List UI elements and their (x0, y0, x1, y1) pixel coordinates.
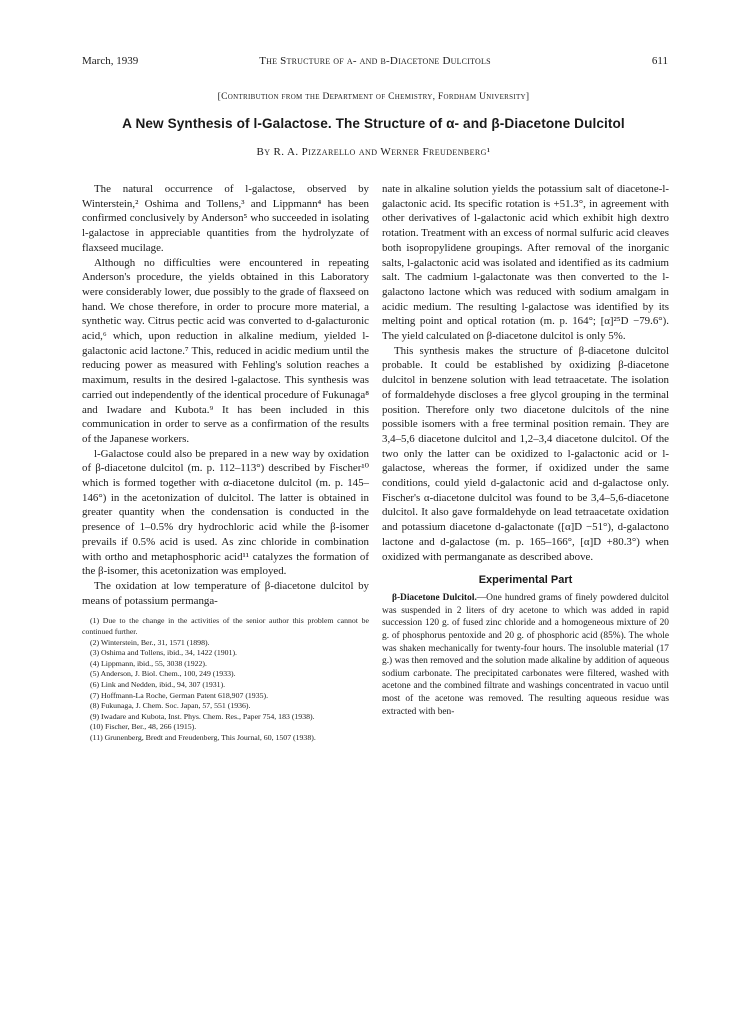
header-running-title: The Structure of α- and β-Diacetone Dulcitols (259, 55, 491, 67)
section-heading: Experimental Part (478, 574, 573, 587)
body-paragraph: The oxidation at low temperature of β-diacetone dulcitol by means of potassium permanga- (82, 579, 369, 607)
article-title: A New Synthesis of l-Galactose. The Structure of α- and β-Diacetone Dulcitol (122, 116, 625, 131)
header-date: March, 1939 (82, 55, 139, 67)
body-paragraph: Although no difficulties were encountered in repeating Anderson's procedure, the yields obtained in this Laboratory were considerably lower, due possibly to the grade of flaxseed on hand. We chose therefore, in order to procure more material, a synthetic way. Citrus pectic acid was converted to d-galacturonic acid,⁶ which, upon reduction in alkaline medium, yielded l-galactonic acid lactone.⁷ This, reduced in acidic medium until the reducing power as measured with Fehling's solution reaches a maximum, results in the desired l-galactose. This synthesis was carried out independently of the identical procedure of Fukunaga⁸ and Iwadare and Kubota.⁹ It has been included in this communication in order to serve as a confirmation of the results of the Japanese workers. (82, 256, 369, 445)
author-byline: By R. A. Pizzarello and Werner Freudenberg¹ (256, 146, 491, 158)
body-paragraph: The natural occurrence of l-galactose, observed by Winterstein,² Oshima and Tollens,³ and Lippmann⁴ has been confirmed conclusively by Anderson⁵ who succeeded in isolating l-galactose in appreciable quantities from the hydrolyzate of flaxseed mucilage. (82, 183, 369, 254)
footnote: (9) Iwadare and Kubota, Inst. Phys. Chem. Res., Paper 754, 183 (1938). (90, 711, 315, 721)
footnote: (7) Hoffmann-La Roche, German Patent 618,907 (1935). (90, 690, 269, 700)
footnote: (6) Link and Nedden, ibid., 94, 307 (1931). (90, 679, 226, 689)
footnote: (10) Fischer, Ber., 48, 266 (1915). (90, 722, 197, 732)
left-column (82, 182, 369, 744)
body-paragraph: l-Galactose could also be prepared in a new way by oxidation of β-diacetone dulcitol (m. p. 112–113°) described by Fischer¹⁰ which is formed together with α-diacetone dulcitol (m. p. 145–146°) in the acetonization of dulcitol. The latter is obtained in greater quantity when the condensation is conducted in the presence of 1–0.5% dry hydrochloric acid while the β-isomer prevails if 0.5% acid is used. As zinc chloride in combination with ortho and metaphosphoric acid¹¹ catalyzes the formation of the β-isomer, this acetonization was employed. (82, 447, 369, 578)
footnote: (8) Fukunaga, J. Chem. Soc. Japan, 57, 551 (1936). (90, 701, 251, 711)
footnote: (5) Anderson, J. Biol. Chem., 100, 249 (1933). (90, 669, 236, 679)
footnotes (82, 616, 369, 743)
footnote: (3) Oshima and Tollens, ibid., 34, 1422 (1901). (90, 648, 238, 658)
experimental-paragraph (382, 592, 669, 718)
running-header (82, 53, 668, 69)
experimental-lead: β-Diacetone Dulcitol. (392, 593, 477, 604)
contribution-line: [Contribution from the Department of Chemistry, Fordham University] (217, 92, 530, 102)
header-page-number: 611 (651, 55, 668, 67)
experimental-text: —One hundred grams of finely powdered dulcitol was suspended in 2 liters of dry acetone to which was added in rapid succession 120 g. of fused zinc chloride and a homogeneous mixture of 20 g. of phosphorus pentoxide and 20 g. of phosphoric acid (85%). The whole was shaken mechanically for twenty-four hours. The insoluble material (17 g.) was then removed and the solution made alkaline by addition of aqueous sodium carbonate. The precipitated carbonates were filtered, washed with acetone and the combined filtrate and washings concentrated in vacuo until most of the acetone was removed. The resulting aqueous residue was extracted with ben- (382, 593, 669, 717)
footnote: (4) Lippmann, ibid., 55, 3038 (1922). (90, 658, 207, 668)
footnote: (11) Grunenberg, Bredt and Freudenberg, This Journal, 60, 1507 (1938). (90, 732, 316, 742)
footnote: (1) Due to the change in the activities of the senior author this problem cannot be continued further. (82, 616, 369, 636)
right-column (382, 182, 669, 718)
body-paragraph: This synthesis makes the structure of β-diacetone dulcitol probable. It could be established by oxidizing β-diacetone dulcitol in benzene solution with lead tetraacetate. The isolation of formaldehyde discloses a free glycol grouping in the terminal position. Therefore only two diacetone dulcitols of the nine possible isomers with a free terminal position remain. They are 3,4–5,6 diacetone dulcitol and 1,2–3,4 diacetone dulcitol. Of the two only the latter can be oxidized to l-galactonic acid or l-galactose, whereas the former, if oxidized under the same conditions, could yield d-galactonic acid and d-galactose only. Fischer's α-diacetone dulcitol was found to be 3,4–5,6-diacetone dulcitol. It also gave formaldehyde on lead tetraacetate oxidation and potassium diacetone d-galactonate ([α]D −51°), d-galactono lactone and d-galactose (m. p. 165–166°, [α]D +80.3°) when oxidized with permanganate as described above. (382, 344, 669, 563)
footnote: (2) Winterstein, Ber., 31, 1571 (1898). (90, 637, 210, 647)
body-paragraph: nate in alkaline solution yields the potassium salt of diacetone-l-galactonic acid. Its specific rotation is +51.3°, in agreement with other derivatives of l-galactonic acid which exhibit high dextro rotation. Treatment with an excess of normal sulfuric acid cleaves both isopropylidene groupings. After removal of the inorganic salts, l-galactonic acid was isolated and identified as its cadmium salt. The cadmium l-galactonate was then converted to the l-galactono lactone which was reduced with sodium amalgam in acidic medium. The resulting l-galactose was identified by its melting point and optical rotation (m. p. 164°; [α]²⁵D −79.6°). The yield calculated on β-diacetone dulcitol is only 5%. (382, 183, 669, 343)
